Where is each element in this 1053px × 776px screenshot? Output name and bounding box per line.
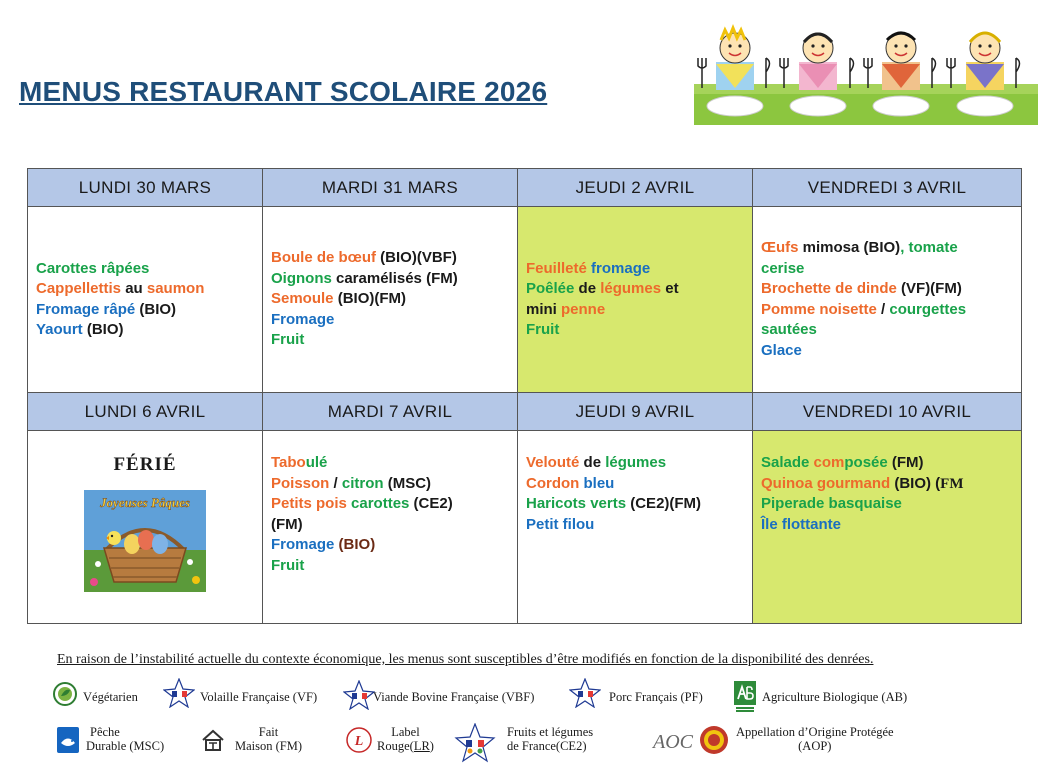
legend-msc [86, 725, 164, 753]
menu-item: Oignons [271, 269, 332, 287]
menu-item: légumes [605, 454, 667, 471]
menu-item: cerise [761, 259, 805, 277]
easter-basket-picture [84, 490, 206, 592]
menu-item: Fruit [526, 321, 560, 338]
day-header: JEUDI 9 AVRIL [518, 393, 753, 431]
legend-ab: Agriculture Biologique (AB) [762, 690, 908, 704]
legend-fm [235, 725, 302, 753]
child-2-icon [799, 33, 837, 90]
menu-cell-lundi-6-avril [28, 431, 263, 624]
menu-item: , tomate [900, 239, 958, 256]
menu-item: Œufs [761, 239, 799, 256]
day-header: VENDREDI 3 AVRIL [753, 169, 1022, 207]
menu-item: Fromage [271, 536, 335, 553]
menu-cell-vendredi-10-avril [753, 431, 1022, 624]
menu-item: Haricots verts [526, 495, 627, 512]
porc-francais-icon [569, 678, 601, 708]
week1-menu-row [28, 207, 1022, 393]
menu-item: Feuilleté [526, 259, 587, 277]
menu-item: penne [561, 300, 606, 318]
menu-item: carottes [351, 495, 410, 512]
legend-lr-close: ) [429, 739, 434, 753]
menu-item: Fromage [271, 310, 335, 328]
menu-item: Cordon [526, 474, 584, 492]
menu-text: mini [526, 300, 562, 318]
menu-item: Poêlée [526, 280, 575, 297]
menu-table [27, 168, 1022, 624]
vegetarian-icon [53, 682, 77, 706]
children-at-table-illustration [694, 22, 1038, 125]
day-header: LUNDI 6 AVRIL [28, 393, 263, 431]
legend-msc-line2: Durable (MSC) [86, 739, 165, 753]
legend-pf: Porc Français (PF) [609, 690, 703, 704]
legend-vbf: Viande Bovine Française (VBF) [373, 690, 535, 704]
day-header: JEUDI 2 AVRIL [518, 169, 753, 207]
menu-label: (FM) [887, 454, 924, 471]
holiday-label: FÉRIÉ [113, 454, 177, 475]
menu-item: Carottes râpées [36, 259, 150, 277]
menu-item: ulé [305, 454, 328, 471]
menu-item: légumes [600, 280, 662, 297]
menu-item: Salade [761, 454, 814, 471]
legend-lr-line2 [377, 739, 434, 753]
menu-text: de [574, 280, 601, 297]
label-rouge-icon [346, 727, 372, 753]
menu-label: FM [940, 475, 964, 492]
menu-item: Quinoa gourmand [761, 474, 891, 492]
menu-item: saumon [146, 280, 205, 297]
menu-item: Cappellettis [36, 280, 122, 297]
menu-text: mimosa (BIO) [798, 239, 901, 256]
menu-item: bleu [583, 474, 615, 492]
legend-ce2 [507, 725, 593, 753]
menu-item: courgettes [889, 300, 967, 318]
week2-menu-row [28, 431, 1022, 624]
legend-vegetarien: Végétarien [83, 690, 138, 704]
volaille-francaise-icon [163, 678, 195, 708]
menu-label: (CE2)(FM) [626, 495, 702, 512]
legend-fm-line1: Fait [258, 725, 279, 739]
notice-text: En raison de l’instabilité actuelle du contexte économique, les menus sont susceptibles d’être modifiés en fonction de la disponibilité des denrées. [57, 652, 874, 667]
menu-item: Velouté [526, 454, 580, 471]
menu-item: fromage [586, 259, 651, 277]
legend-aop-line1: Appellation d’Origine Protégée [736, 725, 894, 739]
menu-item: Poisson [271, 474, 330, 492]
children-illustration-svg [694, 22, 1038, 125]
svg-text:AOC: AOC [653, 731, 693, 753]
day-header: MARDI 7 AVRIL [263, 393, 518, 431]
child-4-icon [966, 33, 1004, 90]
menu-item: posée [844, 454, 888, 471]
fruits-legumes-de-france-icon [454, 723, 496, 763]
menu-text: de [579, 454, 606, 471]
menu-item: Île flottante [761, 515, 842, 533]
agriculture-biologique-icon [734, 681, 756, 713]
child-3-icon [882, 33, 920, 90]
legend-aop-line2: (AOP) [798, 739, 832, 753]
menu-item: Glace [761, 341, 802, 359]
legend-lr-abbr: LR [413, 739, 430, 753]
menu-text: au [121, 280, 147, 297]
menu-item: Yaourt [36, 321, 83, 338]
menu-label: (CE2) [409, 495, 453, 512]
menu-item: citron [341, 474, 384, 492]
week2-header-row [28, 393, 1022, 431]
legend-ce2-line1: Fruits et légumes [507, 725, 594, 739]
menu-text: / [876, 300, 890, 318]
legend-fm-line2: Maison (FM) [235, 739, 303, 753]
menu-label: (MSC) [383, 474, 432, 492]
fait-maison-icon [201, 729, 225, 751]
day-header: LUNDI 30 MARS [28, 169, 263, 207]
legend-lr [377, 725, 434, 753]
legend-lr-rouge: Rouge( [377, 739, 414, 753]
menu-label: (BIO) [82, 321, 124, 338]
menu-text: caramélisés (FM) [331, 269, 458, 287]
menu-label: (BIO)(VBF) [376, 249, 457, 267]
day-header: MARDI 31 MARS [263, 169, 518, 207]
menu-label: (BIO)(FM) [333, 290, 407, 308]
menu-item: Pomme noisette [761, 300, 877, 318]
menu-item: Piperade basquaise [761, 495, 902, 512]
child-1-icon [716, 28, 754, 90]
menu-item: Tabo [271, 454, 306, 471]
menu-item: sautées [761, 321, 817, 338]
menu-text: et [661, 280, 679, 297]
legend-msc-line1: Pêche [90, 725, 120, 739]
menu-item: Fromage râpé [36, 300, 136, 318]
legend-lr-line1: Label [391, 725, 420, 739]
menu-label: (BIO) [135, 300, 177, 318]
menu-text: / [329, 474, 342, 492]
day-header: VENDREDI 10 AVRIL [753, 393, 1022, 431]
menu-label: (BIO) ( [890, 474, 941, 492]
msc-icon [57, 727, 79, 753]
menu-label: (VF)(FM) [896, 280, 962, 297]
menu-item: Petit filou [526, 515, 595, 533]
menu-item: Brochette de dinde [761, 280, 897, 297]
svg-text:L: L [354, 734, 364, 749]
menu-cell-mardi-7-avril [263, 431, 518, 624]
menu-item: com [813, 454, 845, 471]
menu-cell-lundi-30-mars [28, 207, 263, 393]
menu-label: (FM) [271, 515, 303, 533]
aoc-aop-icons [651, 724, 733, 756]
legend-vf: Volaille Française (VF) [200, 690, 318, 704]
menu-cell-jeudi-2-avril [518, 207, 753, 393]
menu-cell-jeudi-9-avril [518, 431, 753, 624]
menu-cell-mardi-31-mars [263, 207, 518, 393]
week1-header-row [28, 169, 1022, 207]
menu-item: Fruit [271, 556, 305, 574]
viande-bovine-francaise-icon [343, 680, 375, 710]
menu-item: Petits pois [271, 495, 347, 512]
menu-item: Semoule [271, 290, 334, 308]
menu-item: Fruit [271, 331, 305, 349]
page-title: MENUS RESTAURANT SCOLAIRE 2026 [19, 76, 548, 107]
menu-cell-vendredi-3-avril [753, 207, 1022, 393]
easter-card-text: Joyeuses Pâques [100, 494, 190, 510]
menu-item: Boule de bœuf [271, 249, 376, 267]
legend-aop [736, 725, 894, 753]
legend-ce2-line2: de France(CE2) [507, 739, 587, 753]
menu-label: (BIO) [334, 536, 376, 553]
